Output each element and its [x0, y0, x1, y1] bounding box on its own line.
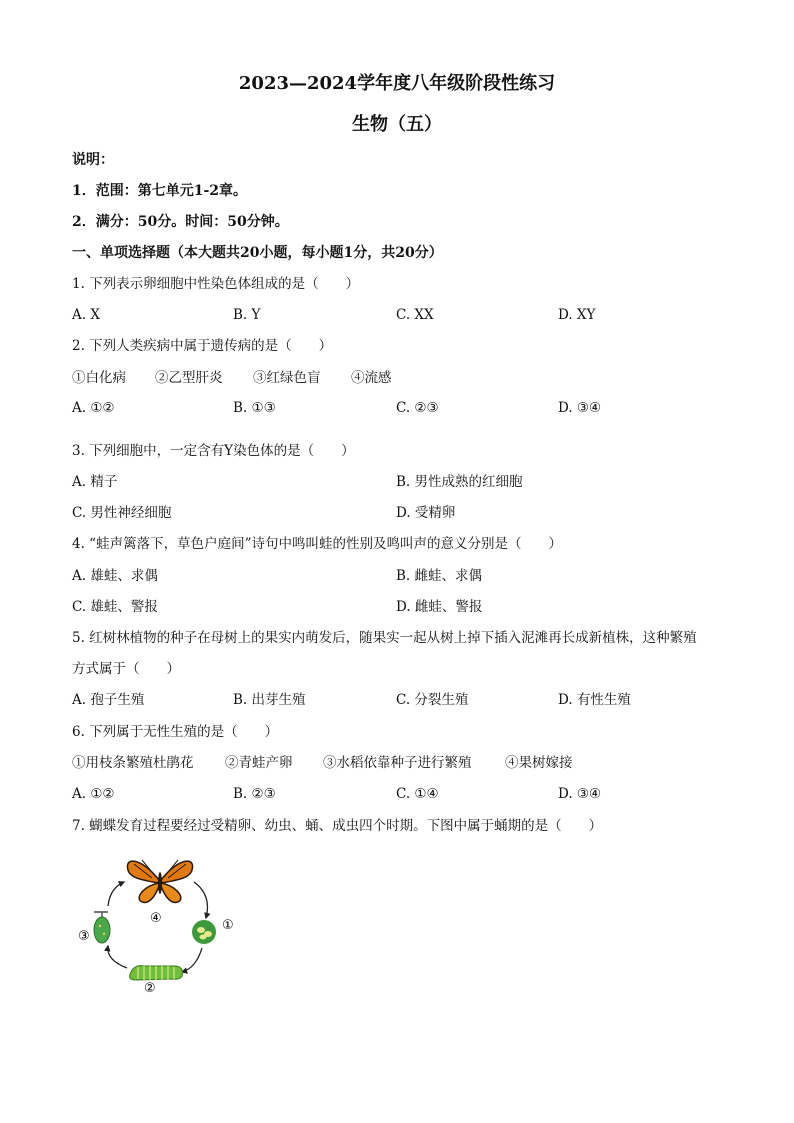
option-c: C. 男性神经细胞: [72, 505, 172, 521]
question-stem: 5. 红树林植物的种子在母树上的果实内萌发后，随果实一起从树上掉下插入泥滩再长成新植株，这种繁殖: [72, 630, 697, 646]
question-item: ③水稻依靠种子进行繁殖: [323, 755, 472, 771]
option-c: C. ②③: [396, 400, 439, 416]
option-d: D. 有性生殖: [558, 692, 631, 708]
butterfly-icon: [127, 860, 192, 903]
question-stem: 7. 蝴蝶发育过程要经过受精卵、幼虫、蛹、成虫四个时期。下图中属于蛹期的是（ ）: [72, 818, 603, 834]
option-d: D. 受精卵: [396, 505, 456, 521]
option-b: B. 雌蛙、求偶: [396, 568, 483, 584]
option-b: B. ②③: [233, 786, 276, 802]
note-item: 1．范围：第七单元1-2章。: [72, 183, 248, 199]
option-d: D. 雌蛙、警报: [396, 599, 483, 615]
question-item: ②青蛙产卵: [225, 755, 293, 771]
notes-heading: 说明：: [72, 152, 114, 168]
question-item: ②乙型肝炎: [155, 370, 223, 386]
option-a: A. ①②: [72, 400, 115, 416]
option-d: D. XY: [558, 307, 596, 323]
question-stem: 3. 下列细胞中，一定含有Y染色体的是（ ）: [72, 443, 355, 459]
stage-label-4: ④: [150, 911, 162, 926]
arrow-larva-to-pupa: [108, 946, 127, 968]
question-stem: 6. 下列属于无性生殖的是（ ）: [72, 724, 279, 740]
question-stem: 1. 下列表示卵细胞中性染色体组成的是（ ）: [72, 276, 360, 292]
stage-label-2: ②: [144, 981, 156, 995]
note-item: 2．满分：50分。时间：50分钟。: [72, 214, 289, 230]
question-stem: 4. “蛙声篱落下，草色户庭间”诗句中鸣叫蛙的性别及鸣叫声的意义分别是（ ）: [72, 536, 562, 552]
chrysalis-icon: [94, 912, 110, 943]
butterfly-lifecycle-figure: [72, 850, 252, 995]
question-item: ④流感: [351, 370, 392, 386]
stage-label-1: ①: [222, 918, 234, 933]
question-item: ④果树嫁接: [505, 755, 573, 771]
page-subtitle: 生物（五）: [352, 114, 442, 135]
question-item: ③红绿色盲: [253, 370, 321, 386]
option-c: C. XX: [396, 307, 434, 323]
page-title: 2023—2024学年度八年级阶段性练习: [238, 73, 556, 94]
option-d: D. ③④: [558, 786, 602, 802]
option-c: C. 雄蛙、警报: [72, 599, 158, 615]
option-c: C. 分裂生殖: [396, 692, 469, 708]
option-b: B. ①③: [233, 400, 276, 416]
question-stem-continued: 方式属于（ ）: [72, 661, 180, 677]
option-c: C. ①④: [396, 786, 439, 802]
caterpillar-icon: [130, 966, 183, 980]
stage-label-3: ③: [78, 929, 90, 944]
option-a: A. X: [72, 307, 100, 323]
lifecycle-diagram: [72, 850, 252, 995]
question-item: ①白化病: [72, 370, 126, 386]
option-a: A. 精子: [72, 474, 118, 490]
egg-icon: [192, 920, 216, 944]
arrow-adult-to-egg: [194, 882, 208, 918]
option-a: A. ①②: [72, 786, 115, 802]
option-a: A. 雄蛙、求偶: [72, 568, 158, 584]
option-b: B. Y: [233, 307, 261, 323]
option-a: A. 孢子生殖: [72, 692, 145, 708]
question-item: ①用枝条繁殖杜鹃花: [72, 755, 194, 771]
option-b: B. 男性成熟的红细胞: [396, 474, 523, 490]
section-heading: 一、单项选择题（本大题共20小题，每小题1分，共20分）: [72, 245, 443, 261]
option-d: D. ③④: [558, 400, 602, 416]
option-b: B. 出芽生殖: [233, 692, 306, 708]
arrow-pupa-to-adult: [108, 882, 124, 906]
arrow-egg-to-larva: [182, 948, 202, 972]
question-stem: 2. 下列人类疾病中属于遗传病的是（ ）: [72, 338, 333, 354]
